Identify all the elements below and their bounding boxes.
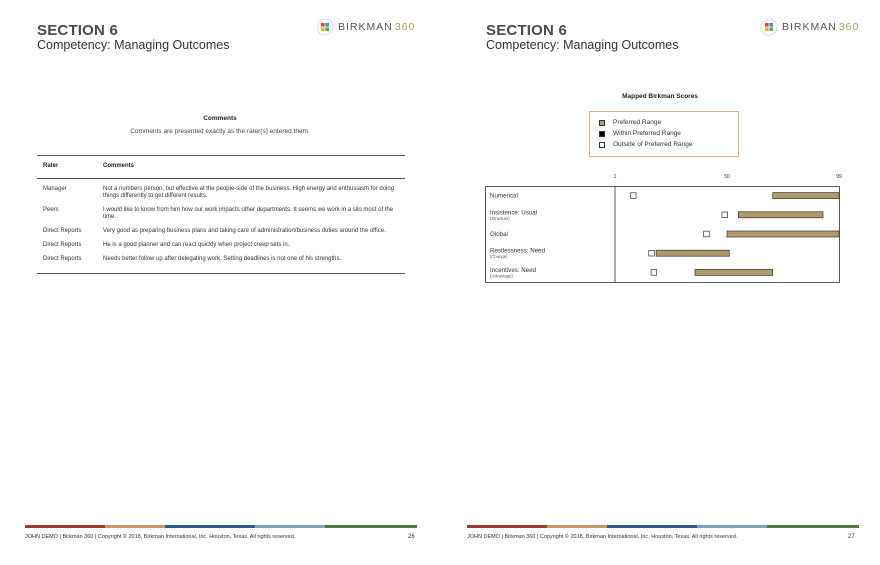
- brand-name: BIRKMAN: [338, 21, 393, 33]
- chart-svg: [485, 170, 880, 290]
- category-label: Insistence: Usual: [490, 209, 538, 217]
- birkman-logo-icon: [760, 18, 778, 36]
- comment-cell: Very good as preparing business plans and taking care of administration/business duties around the office.: [103, 228, 386, 234]
- category-sublabel: (Structure): [490, 215, 510, 221]
- birkman-logo-icon: [316, 18, 334, 36]
- legend-swatch: [599, 120, 605, 126]
- category-label: Global: [490, 231, 508, 238]
- brand-name: BIRKMAN: [782, 21, 837, 33]
- rater-cell: Peers: [43, 207, 59, 213]
- report-page-right: [440, 0, 880, 565]
- category-label: Numerical: [490, 192, 518, 200]
- legend-swatch: [599, 142, 605, 148]
- birkman-logo: [760, 18, 859, 36]
- comments-table: [37, 155, 405, 274]
- legend-item-preferred: [599, 117, 738, 128]
- page-number: 26: [408, 534, 415, 540]
- comment-cell: I would like to know from him how our work impacts other departments. It seems we work in a silo most of the time.: [103, 207, 394, 220]
- table-row: [37, 239, 405, 253]
- rater-column-header: Rater: [43, 163, 59, 169]
- footer-copyright: JOHN DEMO | Birkman 360 | Copyright © 2018, Birkman International, Inc. Houston, Texas. All rights reserved.: [467, 534, 738, 540]
- birkman-logo: [316, 18, 415, 36]
- footer-stripe: [467, 525, 859, 528]
- table-row: [37, 225, 405, 239]
- legend-label: Outside of Preferred Range: [613, 141, 693, 148]
- birkman-scores-chart: [485, 170, 880, 290]
- section-title: SECTION 6: [486, 22, 567, 39]
- score-marker: [722, 212, 728, 218]
- preferred-range-bar: [773, 193, 839, 199]
- comments-heading: Comments: [203, 115, 237, 122]
- section-title: SECTION 6: [37, 22, 118, 39]
- tick-label: 99: [836, 174, 842, 180]
- footer-stripe: [25, 525, 417, 528]
- category-label: Restlessness: Need: [490, 247, 546, 255]
- rater-cell: Direct Reports: [43, 228, 82, 234]
- legend-label: Preferred Range: [613, 119, 662, 126]
- score-marker: [649, 250, 655, 256]
- legend-item-outside: [599, 139, 738, 150]
- category-label: Incentives: Need: [490, 266, 537, 274]
- score-marker: [651, 270, 657, 276]
- footer-copyright: JOHN DEMO | Birkman 360 | Copyright © 2018, Birkman International, Inc. Houston, Texas. All rights reserved.: [25, 534, 296, 540]
- comment-cell: Not a numbers person, but effective at the people-side of the business. High energy and enthusiasm for doing things differently to get different results.: [103, 186, 395, 199]
- legend-swatch: [599, 131, 605, 137]
- table-row: [37, 253, 405, 267]
- score-marker: [630, 193, 636, 199]
- legend-label: Within Preferred Range: [613, 130, 681, 137]
- table-row: [37, 183, 405, 204]
- comment-cell: He is a good planner and can react quickly when project creep sets in.: [103, 242, 290, 248]
- brand-number: 360: [394, 21, 416, 33]
- section-subtitle: Competency: Managing Outcomes: [37, 38, 230, 52]
- chart-legend: [589, 111, 739, 157]
- category-sublabel: (Advantage): [490, 273, 513, 279]
- section-subtitle: Competency: Managing Outcomes: [486, 38, 679, 52]
- preferred-range-bar: [727, 231, 839, 237]
- tick-label: 1: [613, 174, 617, 180]
- comments-note: Comments are presented exactly as the rater(s) entered them.: [130, 128, 310, 135]
- comment-cell: Needs better follow up after delegating work. Setting deadlines is not one of his strengths.: [103, 256, 342, 262]
- table-header-row: [37, 156, 405, 179]
- tick-label: 50: [724, 174, 730, 180]
- score-marker: [704, 231, 710, 237]
- brand-number: 360: [838, 21, 860, 33]
- page-number: 27: [848, 534, 855, 540]
- legend-item-within: [599, 128, 738, 139]
- category-sublabel: (Change): [490, 254, 508, 260]
- chart-title: Mapped Birkman Scores: [622, 93, 698, 100]
- rater-cell: Direct Reports: [43, 242, 82, 248]
- rater-cell: Direct Reports: [43, 256, 82, 262]
- preferred-range-bar: [656, 250, 729, 256]
- preferred-range-bar: [738, 212, 823, 218]
- rater-cell: Manager: [43, 186, 67, 192]
- preferred-range-bar: [695, 269, 773, 275]
- comments-column-header: Comments: [103, 163, 135, 169]
- table-row: [37, 204, 405, 225]
